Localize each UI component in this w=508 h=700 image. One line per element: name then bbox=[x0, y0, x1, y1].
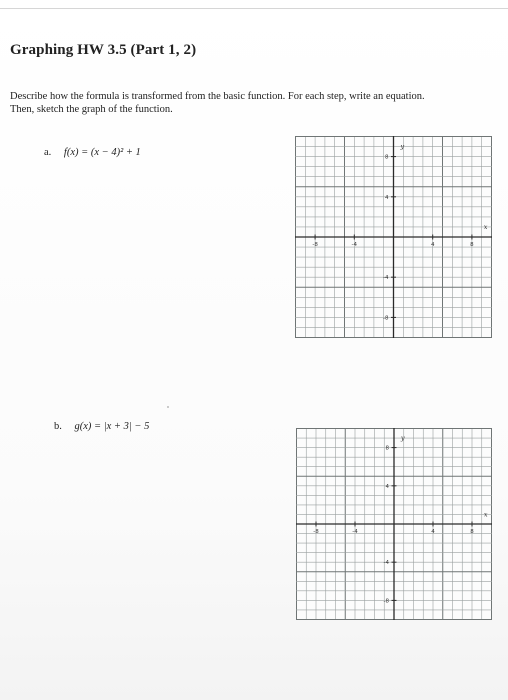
problem-a bbox=[44, 147, 141, 158]
grid-b-y-tick-label: -4 bbox=[383, 560, 389, 567]
grid-b-y-tick-label: 4 bbox=[385, 483, 389, 490]
problem-b-letter: b. bbox=[54, 421, 62, 432]
problem-b bbox=[54, 421, 149, 432]
grid-b-y-tick-label: 8 bbox=[385, 445, 389, 452]
instructions bbox=[10, 90, 490, 116]
grid-a-y-tick-label: 4 bbox=[385, 194, 389, 201]
grid-a-x-tick-label: -4 bbox=[351, 242, 358, 248]
grid-b-y-axis-label: y bbox=[400, 433, 405, 442]
grid-b-y-tick-label: -8 bbox=[383, 598, 389, 605]
grid-b-x-tick-label: -4 bbox=[352, 529, 358, 535]
coordinate-grid-b[interactable] bbox=[296, 428, 492, 620]
stray-mark bbox=[167, 406, 169, 408]
coordinate-grid-b-svg[interactable] bbox=[296, 428, 492, 620]
problem-a-letter: a. bbox=[44, 147, 52, 158]
grid-a-y-tick-label: -4 bbox=[383, 275, 389, 282]
coordinate-grid-a[interactable] bbox=[295, 136, 492, 338]
grid-b-x-tick-label: 4 bbox=[431, 529, 435, 535]
instructions-line-1: Describe how the formula is transformed from the basic function. For each step, write an equation. bbox=[10, 91, 425, 102]
grid-b-x-axis-label: x bbox=[483, 510, 488, 519]
problem-b-formula: g(x) = |x + 3| − 5 bbox=[74, 421, 150, 432]
problem-a-formula: f(x) = (x − 4)² + 1 bbox=[63, 147, 141, 158]
grid-a-x-tick-label: 8 bbox=[470, 242, 474, 248]
grid-a-x-tick-label: 4 bbox=[430, 242, 435, 248]
grid-b-x-tick-label: -8 bbox=[313, 529, 319, 535]
grid-a-y-tick-label: 8 bbox=[385, 154, 389, 161]
instructions-line-2: Then, sketch the graph of the function. bbox=[10, 104, 173, 115]
worksheet-title: Graphing HW 3.5 (Part 1, 2) bbox=[10, 42, 197, 58]
grid-b-x-tick-label: 8 bbox=[470, 529, 474, 535]
grid-a-x-axis-label: x bbox=[483, 222, 488, 231]
grid-a-x-tick-label: -8 bbox=[312, 242, 318, 248]
grid-a-y-tick-label: -8 bbox=[383, 315, 389, 322]
grid-a-y-axis-label: y bbox=[400, 142, 405, 151]
page-top-edge bbox=[0, 8, 508, 9]
coordinate-grid-a-svg[interactable] bbox=[295, 136, 492, 338]
